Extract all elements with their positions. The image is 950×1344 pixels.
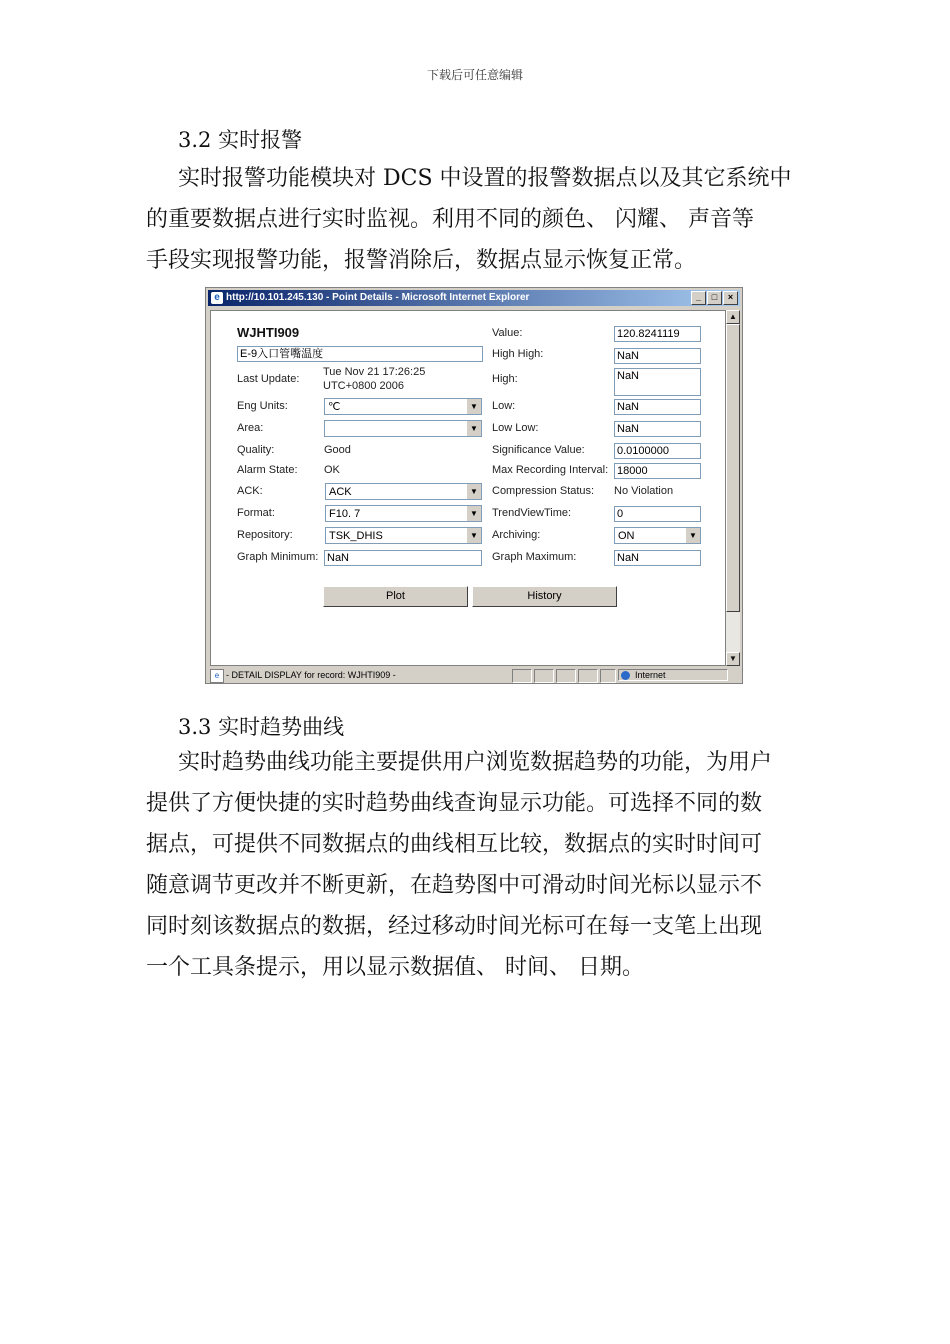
status-panel xyxy=(512,669,532,683)
alarm-state-label: Alarm State: xyxy=(237,464,298,476)
area-label: Area: xyxy=(237,422,264,434)
archiving-value: ON xyxy=(618,530,635,542)
trend-view-time-field[interactable]: 0 xyxy=(614,506,701,522)
alarm-state-value: OK xyxy=(324,464,340,476)
paragraph-line: 一个工具条提示，用以显示数据值、 时间、 日期。 xyxy=(146,955,644,980)
paragraph-line: 据点，可提供不同数据点的曲线相互比较，数据点的实时时间可 xyxy=(146,832,763,857)
paragraph-line: 手段实现报警功能，报警消除后，数据点显示恢复正常。 xyxy=(146,248,697,273)
low-label: Low: xyxy=(492,400,516,412)
archiving-label: Archiving: xyxy=(492,529,541,541)
section-heading-3-2: 3.2 实时报警 xyxy=(178,128,303,152)
point-details-window xyxy=(205,287,743,684)
window-title-bar xyxy=(208,290,740,306)
repository-value: TSK_DHIS xyxy=(329,530,383,542)
section-heading-3-3: 3.3 实时趋势曲线 xyxy=(178,715,345,739)
status-panel xyxy=(556,669,576,683)
low-field[interactable]: NaN xyxy=(614,399,701,415)
paragraph-line: 实时报警功能模块对 DCS 中设置的报警数据点以及其它系统中 xyxy=(178,166,792,191)
close-button[interactable]: × xyxy=(723,291,738,305)
minimize-button[interactable]: _ xyxy=(691,291,706,305)
eng-units-select[interactable] xyxy=(324,398,482,415)
graph-maximum-field[interactable]: NaN xyxy=(614,550,701,566)
dropdown-arrow-icon[interactable]: ▼ xyxy=(466,528,481,543)
format-select[interactable] xyxy=(325,505,482,522)
status-panel xyxy=(534,669,554,683)
low-low-label: Low Low: xyxy=(492,422,539,434)
last-update-value-line2: UTC+0800 2006 xyxy=(323,380,405,392)
window-title: http://10.101.245.130 - Point Details - Microsoft Internet Explorer xyxy=(226,292,530,303)
header-note: 下载后可任意编辑 xyxy=(426,68,523,82)
last-update-label: Last Update: xyxy=(237,373,300,385)
vertical-scrollbar[interactable] xyxy=(726,310,740,666)
dropdown-arrow-icon[interactable]: ▼ xyxy=(466,399,481,414)
low-low-field[interactable]: NaN xyxy=(614,421,701,437)
graph-minimum-label: Graph Minimum: xyxy=(237,551,319,563)
paragraph-line: 提供了方便快捷的实时趋势曲线查询显示功能。可选择不同的数 xyxy=(146,791,763,816)
status-panel xyxy=(578,669,598,683)
significance-value-label: Significance Value: xyxy=(492,444,585,456)
archiving-select[interactable] xyxy=(614,527,701,544)
security-zone xyxy=(618,669,728,681)
last-update-value-line1: Tue Nov 21 17:26:25 xyxy=(323,366,426,378)
graph-minimum-field[interactable]: NaN xyxy=(324,550,482,566)
eng-units-value: ℃ xyxy=(328,401,341,413)
repository-label: Repository: xyxy=(237,529,293,541)
format-label: Format: xyxy=(237,507,275,519)
format-value: F10. 7 xyxy=(329,508,361,520)
significance-value-field[interactable]: 0.0100000 xyxy=(614,443,701,459)
section-3-2-paragraph xyxy=(146,158,808,281)
globe-icon xyxy=(621,671,630,680)
ack-select[interactable] xyxy=(325,483,482,500)
page-content xyxy=(210,310,726,666)
trend-view-time-label: TrendViewTime: xyxy=(492,507,572,519)
paragraph-line: 随意调节更改并不断更新，在趋势图中可滑动时间光标以显示不 xyxy=(146,873,763,898)
maximize-button[interactable]: □ xyxy=(707,291,722,305)
high-high-label: High High: xyxy=(492,348,544,360)
history-button[interactable]: History xyxy=(472,586,617,607)
compression-status-label: Compression Status: xyxy=(492,485,595,497)
scroll-up-icon[interactable]: ▲ xyxy=(726,310,740,324)
point-name: WJHTI909 xyxy=(237,325,300,340)
ack-value: ACK xyxy=(329,486,352,498)
scrollbar-thumb[interactable] xyxy=(726,324,740,612)
value-label: Value: xyxy=(492,327,523,339)
quality-value: Good xyxy=(324,444,351,456)
status-text: - DETAIL DISPLAY for record: WJHTI909 - xyxy=(226,670,396,680)
status-panel xyxy=(600,669,616,683)
repository-select[interactable] xyxy=(325,527,482,544)
scroll-down-icon[interactable]: ▼ xyxy=(726,652,740,666)
compression-status-value: No Violation xyxy=(614,485,674,497)
ack-label: ACK: xyxy=(237,485,263,497)
section-3-3-paragraph xyxy=(146,742,808,988)
high-field[interactable]: NaN xyxy=(614,368,701,396)
value-field[interactable]: 120.8241119 xyxy=(614,326,701,342)
status-bar xyxy=(208,668,740,682)
dropdown-arrow-icon[interactable]: ▼ xyxy=(466,506,481,521)
graph-maximum-label: Graph Maximum: xyxy=(492,551,577,563)
area-select[interactable] xyxy=(324,420,482,437)
paragraph-line: 的重要数据点进行实时监视。利用不同的颜色、 闪耀、 声音等 xyxy=(146,207,754,232)
ie-logo-icon: e xyxy=(211,292,223,304)
zone-label: Internet xyxy=(635,670,666,680)
description-field[interactable]: E-9入口管嘴温度 xyxy=(237,346,483,362)
paragraph-line: 实时趋势曲线功能主要提供用户浏览数据趋势的功能，为用户 xyxy=(178,750,773,775)
quality-label: Quality: xyxy=(237,444,275,456)
high-high-field[interactable]: NaN xyxy=(614,348,701,364)
dropdown-arrow-icon[interactable]: ▼ xyxy=(466,421,481,436)
max-recording-interval-field[interactable]: 18000 xyxy=(614,463,701,479)
eng-units-label: Eng Units: xyxy=(237,400,288,412)
dropdown-arrow-icon[interactable]: ▼ xyxy=(685,528,700,543)
max-recording-interval-label: Max Recording Interval: xyxy=(492,464,609,476)
page-status-icon: e xyxy=(210,669,224,683)
paragraph-line: 同时刻该数据点的数据，经过移动时间光标可在每一支笔上出现 xyxy=(146,914,763,939)
plot-button[interactable]: Plot xyxy=(323,586,468,607)
high-label: High: xyxy=(492,373,518,385)
dropdown-arrow-icon[interactable]: ▼ xyxy=(466,484,481,499)
